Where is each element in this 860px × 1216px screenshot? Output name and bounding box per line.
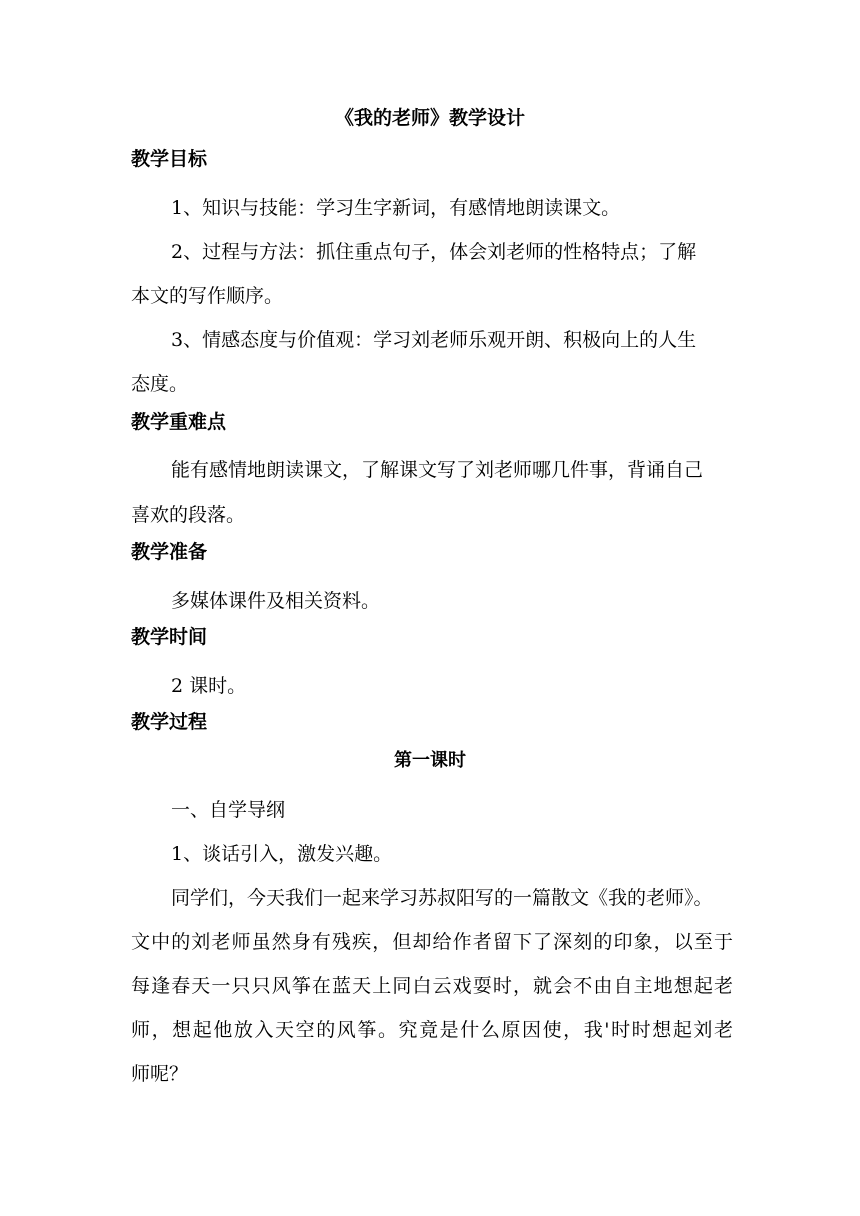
heading-preparation: 教学准备: [131, 541, 208, 563]
time-text: 2 课时。: [171, 675, 247, 697]
objective-item-2-line-1: 2、过程与方法：抓住重点句子，体会刘老师的性格特点；了解: [171, 241, 697, 263]
process-paragraph-line-2: 文中的刘老师虽然身有残疾，但却给作者留下了深刻的印象，以至于: [131, 931, 733, 953]
process-paragraph-line-3: 每逢春天一只只风筝在蓝天上同白云戏耍时，就会不由自主地想起老: [131, 975, 733, 997]
preparation-text: 多媒体课件及相关资料。: [171, 590, 381, 612]
process-part-1: 一、自学导纲: [171, 799, 286, 821]
lesson-title: 第一课时: [394, 750, 466, 771]
heading-time: 教学时间: [131, 626, 208, 648]
objective-item-1: 1、知识与技能：学习生字新词，有感情地朗读课文。: [171, 197, 621, 219]
document-title: 《我的老师》教学设计: [334, 107, 525, 129]
key-points-line-2: 喜欢的段落。: [131, 504, 246, 526]
objective-item-3-line-1: 3、情感态度与价值观：学习刘老师乐观开朗、积极向上的人生: [171, 329, 697, 351]
objective-item-3-line-2: 态度。: [131, 373, 189, 395]
heading-objectives: 教学目标: [131, 148, 208, 170]
process-paragraph-line-4: 师，想起他放入天空的风筝。究竟是什么原因使，我'时时想起刘老: [131, 1019, 733, 1041]
key-points-line-1: 能有感情地朗读课文，了解课文写了刘老师哪几件事，背诵自己: [171, 459, 704, 481]
heading-key-points: 教学重难点: [131, 411, 227, 433]
process-paragraph-line-5: 师呢？: [131, 1063, 189, 1085]
heading-process: 教学过程: [131, 711, 208, 733]
process-paragraph-line-1: 同学们，今天我们一起来学习苏叔阳写的一篇散文《我的老师》。: [171, 887, 713, 909]
process-step-1: 1、谈话引入，激发兴趣。: [171, 843, 393, 865]
objective-item-2-line-2: 本文的写作顺序。: [131, 285, 284, 307]
